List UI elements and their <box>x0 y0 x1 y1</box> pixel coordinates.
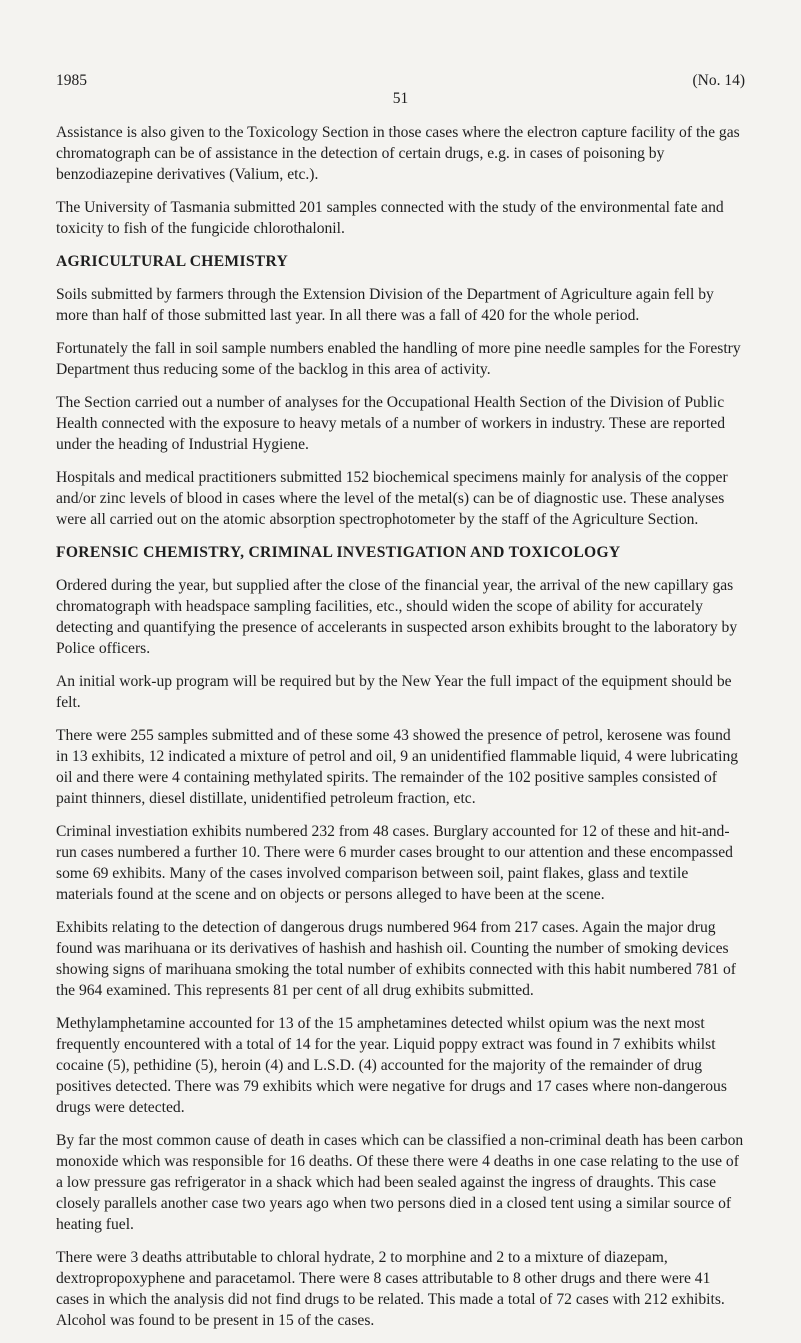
paragraph: Hospitals and medical practitioners submitted 152 biochemical specimens mainly for analysis of the copper and/or zinc levels of blood in cases where the level of the metal(s) can be of diagnostic use. These analyses were all carried out on the atomic absorption spectrophotometer by the staff of the Agriculture Section. <box>56 469 728 528</box>
paragraph: The University of Tasmania submitted 201 samples connected with the study of the environmental fate and toxicity to fish of the fungicide chlorothalonil. <box>56 199 724 237</box>
paragraph: The Section carried out a number of analyses for the Occupational Health Section of the Division of Public Health connected with the exposure to heavy metals of a number of workers in industry. These are reported under the heading of Industrial Hygiene. <box>56 394 726 453</box>
header-year: 1985 <box>56 72 87 89</box>
paragraph: There were 3 deaths attributable to chloral hydrate, 2 to morphine and 2 to a mixture of diazepam, dextropropoxyphene and paracetamol. There were 8 cases attributable to 8 other drugs and there were 41 cases in which the analysis did not find drugs to be related. This made a total of 72 cases with 212 exhibits. Alcohol was found to be present in 15 of the cases. <box>56 1249 725 1329</box>
page-number: 51 <box>392 90 409 107</box>
paragraph: Soils submitted by farmers through the Extension Division of the Department of Agriculture again fell by more than half of those submitted last year. In all there was a fall of 420 for the whole period. <box>56 286 714 324</box>
document-body <box>56 122 746 1343</box>
paragraph: Ordered during the year, but supplied after the close of the financial year, the arrival of the new capillary gas chromatograph with headspace sampling facilities, etc., should widen the scope of ability for accurately detecting and quantifying the presence of accelerants in suspected arson exhibits brought to the laboratory by Police officers. <box>56 577 738 657</box>
paragraph: Methylamphetamine accounted for 13 of the 15 amphetamines detected whilst opium was the next most frequently encountered with a total of 14 for the year. Liquid poppy extract was found in 7 exhibits whilst cocaine (5), pethidine (5), heroin (4) and L.S.D. (4) accounted for the majority of the remainder of drug positives detected. There was 79 exhibits which were negative for drugs and 17 cases where non-dangerous drugs were detected. <box>56 1015 727 1116</box>
paragraph: Assistance is also given to the Toxicology Section in those cases where the electron capture facility of the gas chromatograph can be of assistance in the detection of certain drugs, e.g. in cases of poisoning by benzodiazepine derivatives (Valium, etc.). <box>56 124 740 183</box>
section-heading-forensic: FORENSIC CHEMISTRY, CRIMINAL INVESTIGATION AND TOXICOLOGY <box>56 544 621 561</box>
header-issue-number: (No. 14) <box>692 72 745 89</box>
section-heading-agricultural: AGRICULTURAL CHEMISTRY <box>56 253 289 270</box>
paragraph: By far the most common cause of death in cases which can be classified a non-criminal death has been carbon monoxide which was responsible for 16 deaths. Of these there were 4 deaths in one case relating to the use of a low pressure gas refrigerator in a shack which had been sealed against the ingress of draughts. This case closely parallels another case two years ago when two persons died in a closed tent using a similar source of heating fuel. <box>56 1132 744 1233</box>
paragraph: An initial work-up program will be required but by the New Year the full impact of the equipment should be felt. <box>56 673 732 711</box>
paragraph: Exhibits relating to the detection of dangerous drugs numbered 964 from 217 cases. Again the major drug found was marihuana or its derivatives of hashish and hashish oil. Counting the number of smoking devices showing signs of marihuana smoking the total number of exhibits connected with this habit numbered 781 of the 964 examined. This represents 81 per cent of all drug exhibits submitted. <box>56 919 736 999</box>
paragraph: Fortunately the fall in soil sample numbers enabled the handling of more pine needle samples for the Forestry Department thus reducing some of the backlog in this area of activity. <box>56 340 741 378</box>
paragraph: Criminal investiation exhibits numbered 232 from 48 cases. Burglary accounted for 12 of these and hit-and-run cases numbered a further 10. There were 6 murder cases brought to our attention and these encompassed some 69 exhibits. Many of the cases involved comparison between soil, paint flakes, glass and textile materials found at the scene and on objects or persons alleged to have been at the scene. <box>56 823 733 903</box>
paragraph: There were 255 samples submitted and of these some 43 showed the presence of petrol, kerosene was found in 13 exhibits, 12 indicated a mixture of petrol and oil, 9 an unidentified flammable liquid, 4 were lubricating oil and there were 4 containing methylated spirits. The remainder of the 102 positive samples consisted of paint thinners, diesel distillate, unidentified petroleum fraction, etc. <box>56 727 739 807</box>
